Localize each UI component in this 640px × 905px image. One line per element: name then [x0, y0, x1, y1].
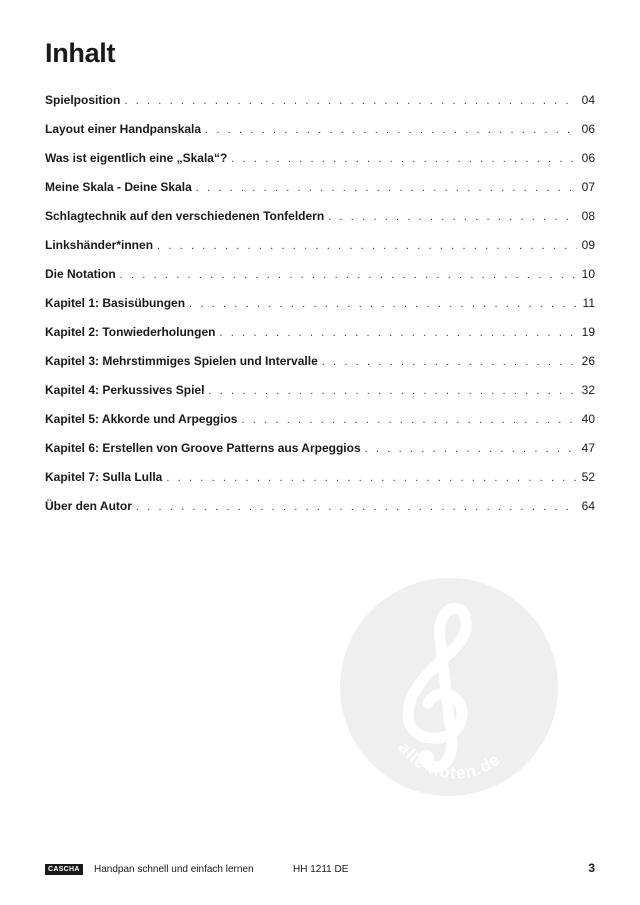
toc-entry-title: Kapitel 5: Akkorde und Arpeggios	[45, 412, 238, 426]
toc-entry-title: Spielposition	[45, 93, 121, 107]
toc-entry-title: Kapitel 3: Mehrstimmiges Spielen und Intervalle	[45, 354, 318, 368]
toc-entry-page: 09	[581, 238, 595, 252]
toc-entry-title: Kapitel 4: Perkussives Spiel	[45, 383, 205, 397]
toc-entry-title: Meine Skala - Deine Skala	[45, 180, 192, 194]
dot-leader	[365, 437, 577, 461]
page-title: Inhalt	[45, 38, 116, 68]
toc-entry-page: 26	[581, 354, 595, 368]
dot-leader	[205, 118, 577, 142]
toc-entry-page: 08	[581, 209, 595, 223]
toc-entry-title: Kapitel 7: Sulla Lulla	[45, 470, 163, 484]
toc-entry[interactable]	[45, 349, 595, 378]
toc-entry-title: Schlagtechnik auf den verschiedenen Tonfeldern	[45, 209, 325, 223]
toc-entry[interactable]	[45, 465, 595, 494]
toc-entry[interactable]	[45, 378, 595, 407]
toc-entry-page: 52	[581, 470, 595, 484]
toc-entry-page: 04	[581, 93, 595, 107]
toc-entry-title: Die Notation	[45, 267, 116, 281]
toc-entry-page: 47	[581, 441, 595, 455]
toc-entry[interactable]	[45, 407, 595, 436]
toc-entry-page: 10	[581, 267, 595, 281]
dot-leader	[219, 321, 577, 345]
dot-leader	[124, 89, 577, 113]
toc-entry[interactable]	[45, 204, 595, 233]
toc-entry[interactable]	[45, 146, 595, 175]
publisher-logo: CASCHA	[45, 864, 83, 875]
footer-book-code: HH 1211 DE	[293, 864, 349, 875]
toc-entry-title: Über den Autor	[45, 499, 132, 513]
toc-entry-page: 19	[581, 325, 595, 339]
toc-entry-page: 06	[581, 151, 595, 165]
toc-entry[interactable]	[45, 88, 595, 117]
toc-entry-page: 07	[581, 180, 595, 194]
toc-entry[interactable]	[45, 436, 595, 465]
toc-entry[interactable]	[45, 175, 595, 204]
dot-leader	[322, 350, 577, 374]
toc-entry-page: 64	[581, 499, 595, 513]
toc-entry[interactable]	[45, 291, 595, 320]
toc-entry-page: 32	[581, 383, 595, 397]
footer-book-title: Handpan schnell und einfach lernen	[94, 864, 254, 875]
dot-leader	[136, 495, 577, 519]
watermark-treble-clef-icon	[340, 578, 558, 796]
toc-entry-title: Was ist eigentlich eine „Skala“?	[45, 151, 228, 165]
dot-leader	[120, 263, 577, 287]
toc-entry[interactable]	[45, 233, 595, 262]
dot-leader	[241, 408, 577, 432]
toc-entry-title: Linkshänder*innen	[45, 238, 154, 252]
dot-leader	[231, 147, 577, 171]
dot-leader	[208, 379, 577, 403]
dot-leader	[189, 292, 577, 316]
watermark-text: alle-noten.de	[394, 738, 505, 783]
toc-entry-title: Layout einer Handpanskala	[45, 122, 202, 136]
toc-entry[interactable]	[45, 320, 595, 349]
toc-entry-title: Kapitel 6: Erstellen von Groove Patterns aus Arpeggios	[45, 441, 361, 455]
toc-entry-title: Kapitel 2: Tonwiederholungen	[45, 325, 216, 339]
toc-entry[interactable]	[45, 117, 595, 146]
page-footer	[45, 862, 595, 882]
dot-leader	[166, 466, 577, 490]
toc-entry-page: 06	[581, 122, 595, 136]
toc-entry[interactable]	[45, 262, 595, 291]
toc-entry[interactable]	[45, 494, 595, 523]
toc-entry-title: Kapitel 1: Basisübungen	[45, 296, 186, 310]
dot-leader	[196, 176, 577, 200]
dot-leader	[328, 205, 577, 229]
page-number: 3	[588, 861, 595, 875]
dot-leader	[157, 234, 577, 258]
toc-entry-page: 40	[581, 412, 595, 426]
table-of-contents	[45, 88, 595, 523]
toc-entry-page: 11	[582, 296, 595, 310]
